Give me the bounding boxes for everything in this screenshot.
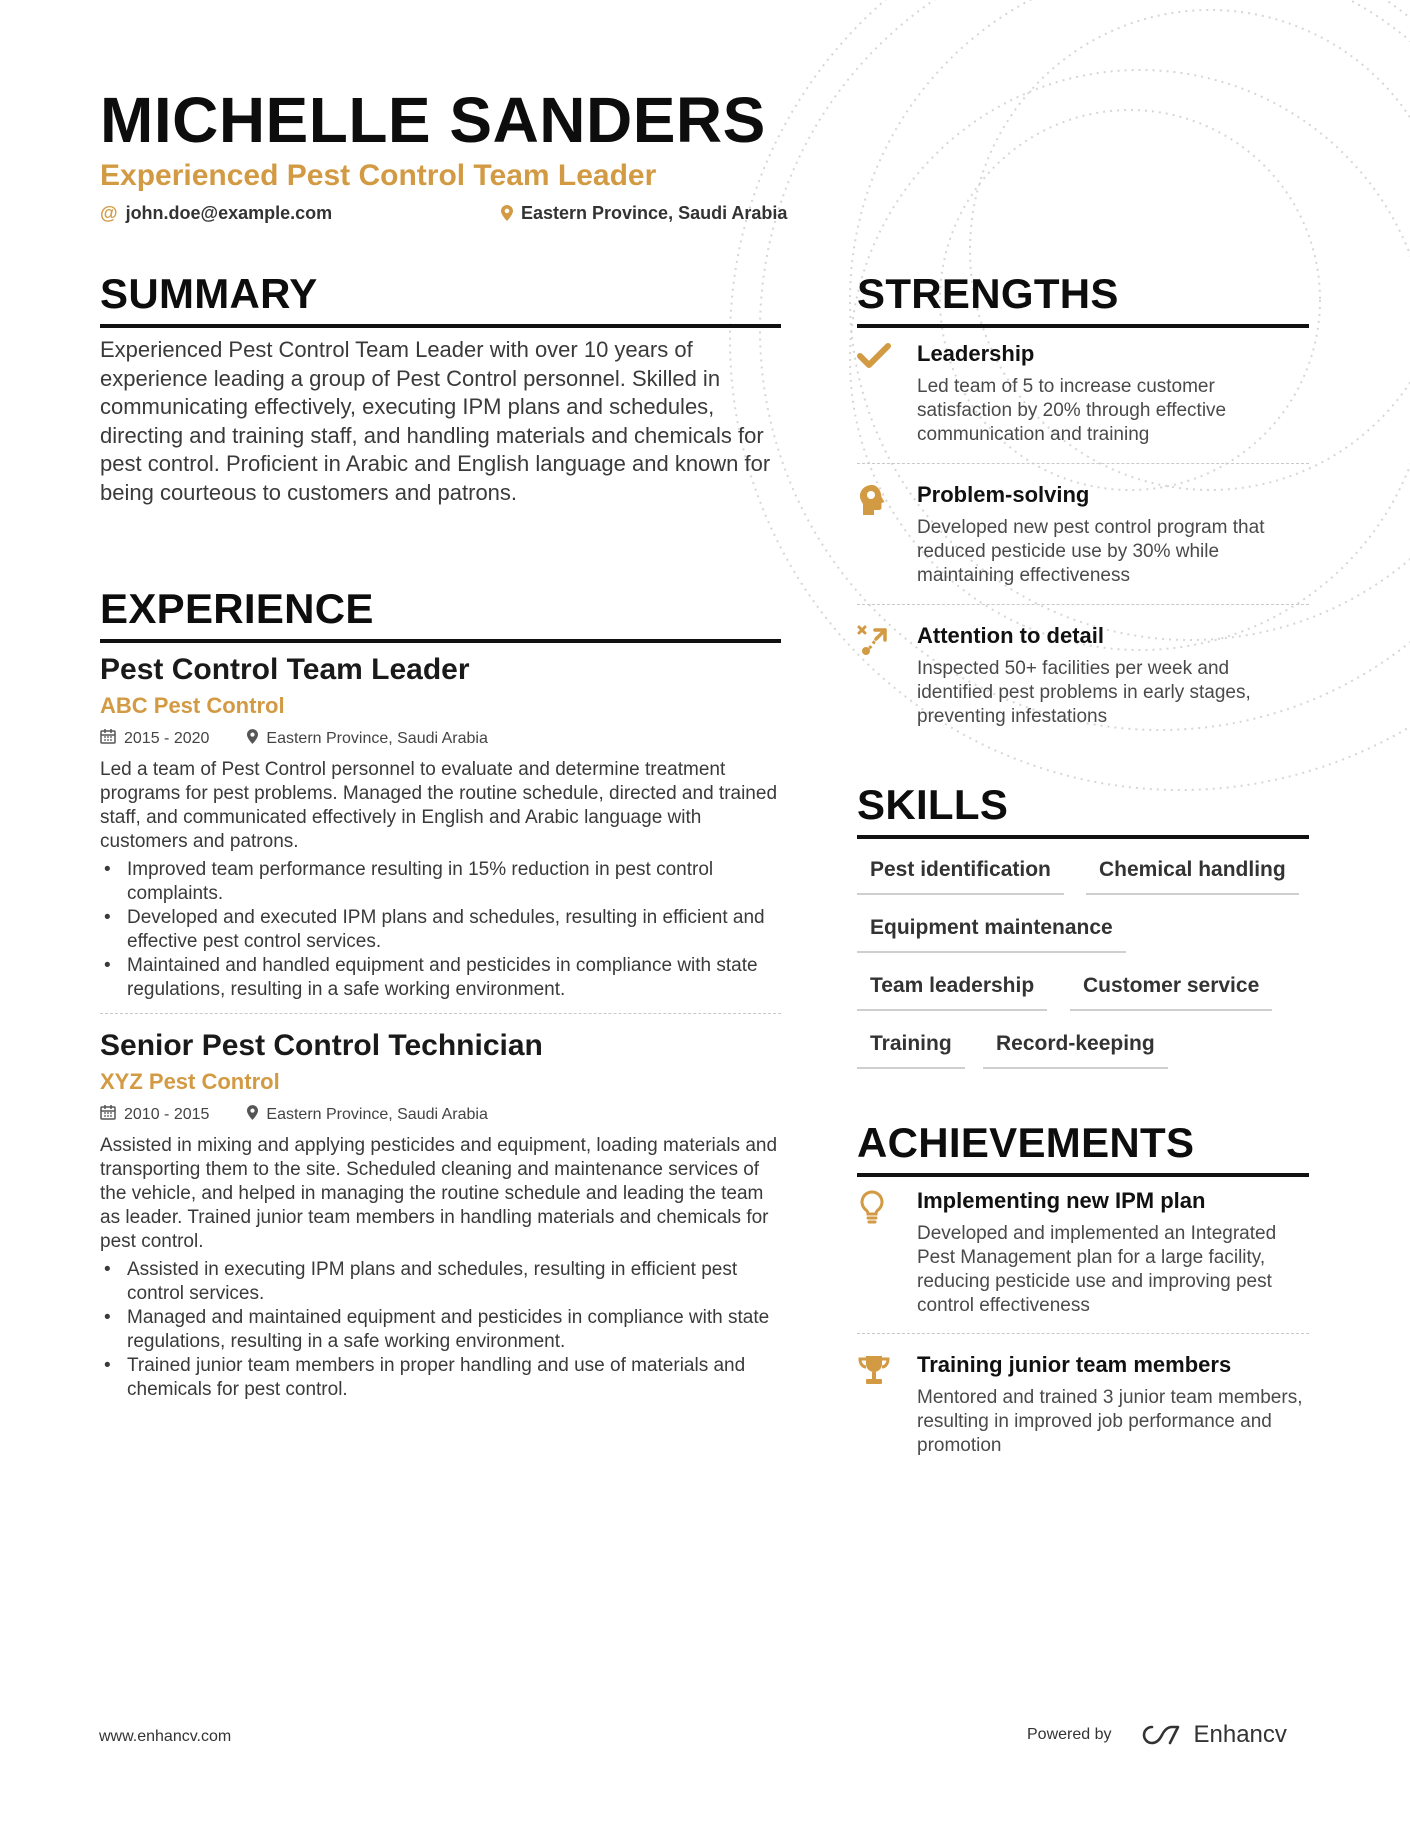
job-entry bbox=[100, 652, 782, 1002]
achievement-item bbox=[857, 1187, 1309, 1318]
bullet-item: • Maintained and handled equipment and pesticides in compliance with state regulations, resulting in a safe working environment. bbox=[100, 954, 782, 1002]
strengths-heading: STRENGTHS bbox=[857, 270, 1309, 328]
calendar-icon bbox=[100, 1104, 116, 1126]
job-meta bbox=[100, 728, 782, 750]
strategy-icon bbox=[857, 624, 891, 658]
achievement-title: Implementing new IPM plan bbox=[917, 1188, 1206, 1213]
strength-divider bbox=[857, 604, 1309, 605]
strength-item bbox=[857, 622, 1309, 729]
strength-description: Developed new pest control program that reduced pesticide use by 30% while maintaining effectiveness bbox=[917, 517, 1265, 586]
achievement-title: Training junior team members bbox=[917, 1352, 1232, 1377]
email-text: john.doe@example.com bbox=[125, 203, 333, 223]
brand-name: Enhancv bbox=[1193, 1721, 1287, 1748]
skills-heading: SKILLS bbox=[857, 781, 1309, 839]
job-meta bbox=[100, 1104, 782, 1126]
skill-tag: Pest identification bbox=[857, 855, 1064, 895]
achievement-item bbox=[857, 1351, 1309, 1458]
strength-divider bbox=[857, 463, 1309, 464]
achievement-description: Developed and implemented an Integrated Pest Management plan for a large facility, reducing pesticide use and improving pest control effectiveness bbox=[917, 1223, 1277, 1316]
skill-tag: Chemical handling bbox=[1086, 855, 1299, 895]
job-description: Led a team of Pest Control personnel to evaluate and determine treatment programs for pest problems. Managed the routine schedule, directed and trained staff, and communicated effectively in English and Arabic language with customers and patrons. bbox=[100, 759, 778, 852]
skill-tag: Training bbox=[857, 1029, 965, 1069]
strength-title: Attention to detail bbox=[917, 623, 1104, 648]
powered-by-label: Powered by bbox=[1027, 1726, 1112, 1743]
summary-heading: SUMMARY bbox=[100, 270, 781, 328]
bullet-item: • Assisted in executing IPM plans and schedules, resulting in efficient pest control services. bbox=[100, 1258, 782, 1306]
enhancv-logo bbox=[1138, 1721, 1287, 1749]
strength-title: Leadership bbox=[917, 341, 1035, 366]
candidate-name: MICHELLE SANDERS bbox=[100, 84, 766, 156]
email-contact[interactable] bbox=[100, 201, 332, 225]
strength-title: Problem-solving bbox=[917, 482, 1090, 507]
experience-heading: EXPERIENCE bbox=[100, 585, 781, 643]
bullet-item: • Developed and executed IPM plans and schedules, resulting in efficient and effective pest control services. bbox=[100, 906, 782, 954]
bullet-item: • Trained junior team members in proper handling and use of materials and chemicals for pest control. bbox=[100, 1354, 782, 1402]
achievement-description: Mentored and trained 3 junior team members, resulting in improved job performance and promotion bbox=[917, 1387, 1303, 1456]
company-name: XYZ Pest Control bbox=[100, 1069, 280, 1094]
achievement-divider bbox=[857, 1333, 1309, 1334]
job-dates: 2015 - 2020 bbox=[124, 730, 210, 747]
location-pin-icon bbox=[501, 205, 513, 221]
bullet-item: • Improved team performance resulting in 15% reduction in pest control complaints. bbox=[100, 858, 782, 906]
job-location: Eastern Province, Saudi Arabia bbox=[266, 730, 488, 747]
skill-tag: Team leadership bbox=[857, 971, 1047, 1011]
job-dates: 2010 - 2015 bbox=[124, 1106, 210, 1123]
bullet-item: • Managed and maintained equipment and pesticides in compliance with state regulations, resulting in a safe working environment. bbox=[100, 1306, 782, 1354]
footer-branding[interactable] bbox=[1027, 1721, 1287, 1749]
lightbulb-icon bbox=[857, 1189, 891, 1223]
strength-description: Inspected 50+ facilities per week and identified pest problems in early stages, preventing infestations bbox=[917, 658, 1251, 727]
job-description: Assisted in mixing and applying pesticides and equipment, loading materials and transporting them to the site. Scheduled cleaning and maintenance services of the vehicle, and helped in managing the routine schedule and leading the team as leader. Trained junior team members in handling materials and chemicals for pest control. bbox=[100, 1135, 778, 1252]
location-pin-icon bbox=[247, 729, 258, 750]
company-name: ABC Pest Control bbox=[100, 693, 285, 718]
job-title: Pest Control Team Leader bbox=[100, 653, 470, 686]
job-title: Senior Pest Control Technician bbox=[100, 1029, 543, 1062]
head-icon bbox=[857, 483, 891, 517]
strength-description: Led team of 5 to increase customer satisfaction by 20% through effective communication and training bbox=[917, 376, 1227, 445]
enhancv-logo-icon bbox=[1138, 1723, 1184, 1747]
job-bullets bbox=[100, 858, 782, 1002]
job-bullets bbox=[100, 1258, 782, 1402]
footer-website[interactable]: www.enhancv.com bbox=[99, 1728, 232, 1745]
job-divider bbox=[100, 1013, 781, 1014]
summary-text: Experienced Pest Control Team Leader with over 10 years of experience leading a group of Pest Control personnel. Skilled in communicating effectively, executing IPM plans and schedules, directing and training staff, and handling materials and chemicals for pest control. Proficient in Arabic and English language and known for being courteous to customers and patrons. bbox=[100, 337, 771, 505]
location-contact bbox=[501, 201, 787, 225]
strength-item bbox=[857, 340, 1309, 447]
check-icon bbox=[857, 342, 891, 376]
job-entry bbox=[100, 1028, 782, 1402]
location-pin-icon bbox=[247, 1105, 258, 1126]
skill-tag: Customer service bbox=[1070, 971, 1272, 1011]
at-icon: @ bbox=[100, 203, 118, 223]
calendar-icon bbox=[100, 728, 116, 750]
job-location: Eastern Province, Saudi Arabia bbox=[266, 1106, 488, 1123]
candidate-title: Experienced Pest Control Team Leader bbox=[100, 159, 657, 192]
skill-tag: Record-keeping bbox=[983, 1029, 1168, 1069]
location-text: Eastern Province, Saudi Arabia bbox=[521, 203, 788, 223]
achievements-heading: ACHIEVEMENTS bbox=[857, 1119, 1309, 1177]
skill-tag: Equipment maintenance bbox=[857, 913, 1126, 953]
trophy-icon bbox=[857, 1353, 891, 1387]
strength-item bbox=[857, 481, 1309, 588]
